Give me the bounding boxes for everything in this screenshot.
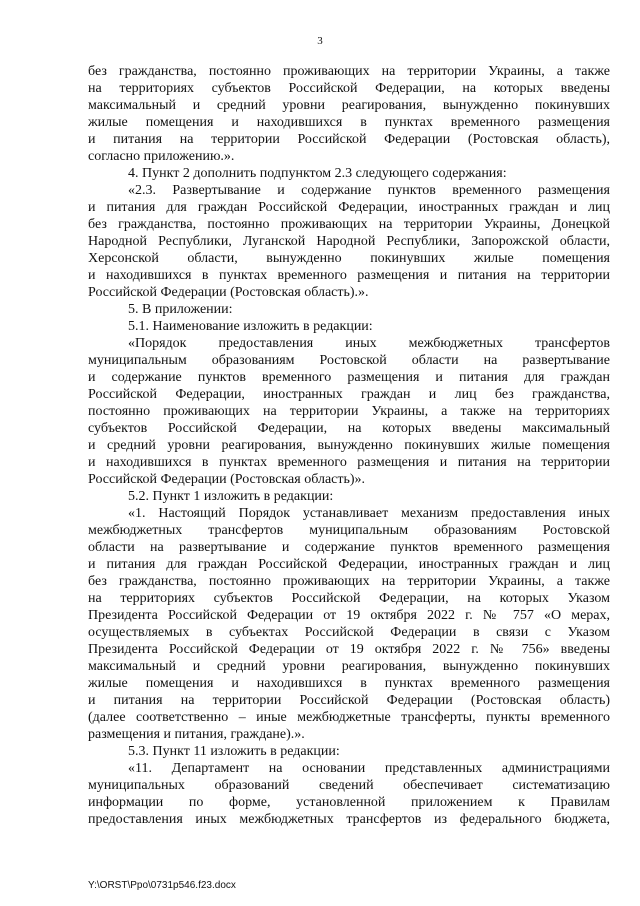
text-line: предоставления иных межбюджетных трансфертов из федерального бюджета, [88,812,610,827]
text-line: информации по форме, установленной приложением к Правилам [88,795,610,810]
text-line: (далее соответственно – иные межбюджетные трансферты, пункты временного [88,710,610,725]
text-line: «2.3. Развертывание и содержание пунктов временного размещения [128,183,610,198]
text-line: и средний уровни реагирования, вынужденно покинувших жилые помещения [88,438,610,453]
file-path-footer: Y:\ORST\Ppo\0731p546.f23.docx [88,880,236,891]
text-line: Президента Российской Федерации от 19 октября 2022 г. № 756» введены [88,642,610,657]
text-line: на территориях субъектов Российской Федерации, на которых Указом [88,591,610,606]
text-line: и находившихся в пунктах временного размещения и питания на территории [88,268,610,283]
text-line: без гражданства, постоянно проживающих на территории Украины, а также [88,64,610,79]
text-line: на территориях субъектов Российской Федерации, на которых введены [88,81,610,96]
text-line: 4. Пункт 2 дополнить подпунктом 2.3 следующего содержания: [128,166,507,181]
text-line: жилые помещения и находившихся в пунктах временного размещения [88,676,610,691]
text-line: 5.2. Пункт 1 изложить в редакции: [128,489,334,504]
text-line: Херсонской области, вынужденно покинувших жилые помещения [88,251,610,266]
text-line: и питания для граждан Российской Федерации, иностранных граждан и лиц [88,200,610,215]
text-line: постоянно проживающих на территории Украины, а также на территориях [88,404,610,419]
text-line: Президента Российской Федерации от 19 октября 2022 г. № 757 «О мерах, [88,608,610,623]
text-line: «1. Настоящий Порядок устанавливает механизм предоставления иных [128,506,610,521]
text-line: Российской Федерации, иностранных граждан и лиц без гражданства, [88,387,610,402]
text-line: без гражданства, постоянно проживающих на территории Украины, Донецкой [88,217,610,232]
text-line: без гражданства, постоянно проживающих на территории Украины, а также [88,574,610,589]
text-line: и питания на территории Российской Федерации (Ростовская область) [88,693,610,708]
text-line: жилые помещения и находившихся в пунктах временного размещения [88,115,610,130]
text-line: «Порядок предоставления иных межбюджетных трансфертов [128,336,610,351]
text-line: 5.3. Пункт 11 изложить в редакции: [128,744,340,759]
text-line: Российской Федерации (Ростовская область).». [88,285,369,300]
text-line: максимальный и средний уровни реагирования, вынужденно покинувших [88,659,610,674]
text-line: и содержание пунктов временного размещения и питания для граждан [88,370,610,385]
text-line: «11. Департамент на основании представленных администрациями [128,761,610,776]
text-line: области на развертывание и содержание пунктов временного размещения [88,540,610,555]
text-line: и питания на территории Российской Федерации (Ростовская область), [88,132,610,147]
text-line: муниципальных образований сведений обеспечивает систематизацию [88,778,610,793]
text-line: Российской Федерации (Ростовская область)». [88,472,366,487]
text-line: и питания для граждан Российской Федерации, иностранных граждан и лиц [88,557,610,572]
page-number: 3 [317,35,323,47]
text-line: Народной Республики, Луганской Народной Республики, Запорожской области, [88,234,610,249]
text-line: согласно приложению.». [88,149,235,164]
text-line: осуществляемых в субъектах Российской Федерации в связи с Указом [88,625,610,640]
text-line: максимальный и средний уровни реагирования, вынужденно покинувших [88,98,610,113]
text-line: субъектов Российской Федерации, на которых введены максимальный [88,421,610,436]
text-line: и находившихся в пунктах временного размещения и питания на территории [88,455,610,470]
text-line: 5.1. Наименование изложить в редакции: [128,319,373,334]
document-body [88,63,610,828]
text-line: размещения и питания, граждане).». [88,727,305,742]
text-line: 5. В приложении: [128,302,233,317]
text-line: межбюджетных трансфертов муниципальным образованиям Ростовской [88,523,610,538]
text-line: муниципальным образованиям Ростовской области на развертывание [88,353,610,368]
